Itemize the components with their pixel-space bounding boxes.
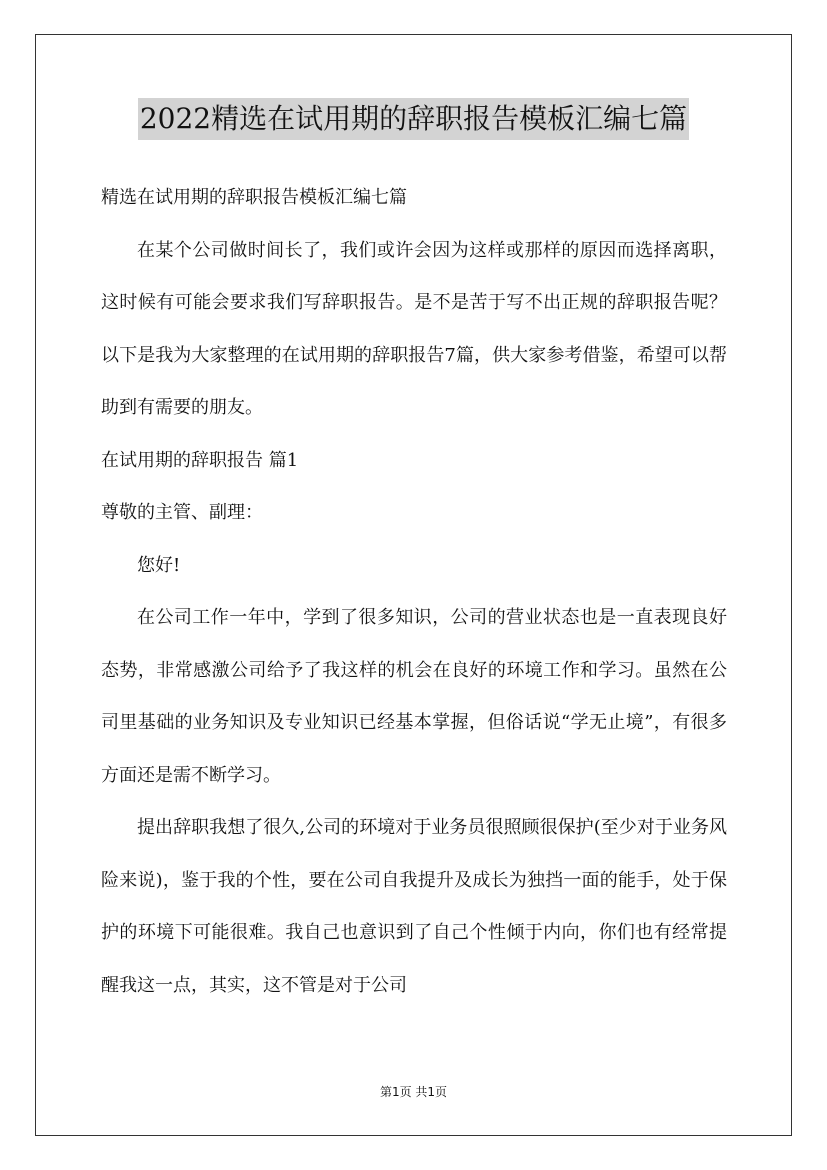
salutation: 尊敬的主管、副理： (101, 502, 263, 523)
greeting: 您好! (137, 554, 181, 576)
subtitle-paragraph: 精选在试用期的辞职报告模板汇编七篇 (101, 187, 407, 208)
section-heading: 在试用期的辞职报告 篇1 (101, 449, 299, 471)
body-paragraph-2: 提出辞职我想了很久,公司的环境对于业务员很照顾很保护(至少对于业务风险来说)，鉴于我的个性，要在公司自我提升及成长为独挡一面的能手，处于保护的环境下可能很难。我自己也意识到了自己个性倾于内向，你们也有经常提醒我这一点，其实，这不管是对于公司 (101, 817, 727, 996)
page-footer: 第1页 共1页 (379, 1085, 448, 1099)
document-title: 2022精选在试用期的辞职报告模板汇编七篇 (138, 98, 689, 140)
body-paragraph-1: 在公司工作一年中，学到了很多知识，公司的营业状态也是一直表现良好态势，非常感激公司给予了我这样的机会在良好的环境工作和学习。虽然在公司里基础的业务知识及专业知识已经基本掌握，但俗话说“学无止境”，有很多方面还是需不断学习。 (101, 607, 727, 786)
document-body (101, 172, 727, 1012)
intro-paragraph: 在某个公司做时间长了，我们或许会因为这样或那样的原因而选择离职，这时候有可能会要求我们写辞职报告。是不是苦于写不出正规的辞职报告呢？以下是我为大家整理的在试用期的辞职报告7篇，供大家参考借鉴，希望可以帮助到有需要的朋友。 (101, 239, 727, 418)
title-container (0, 98, 827, 140)
